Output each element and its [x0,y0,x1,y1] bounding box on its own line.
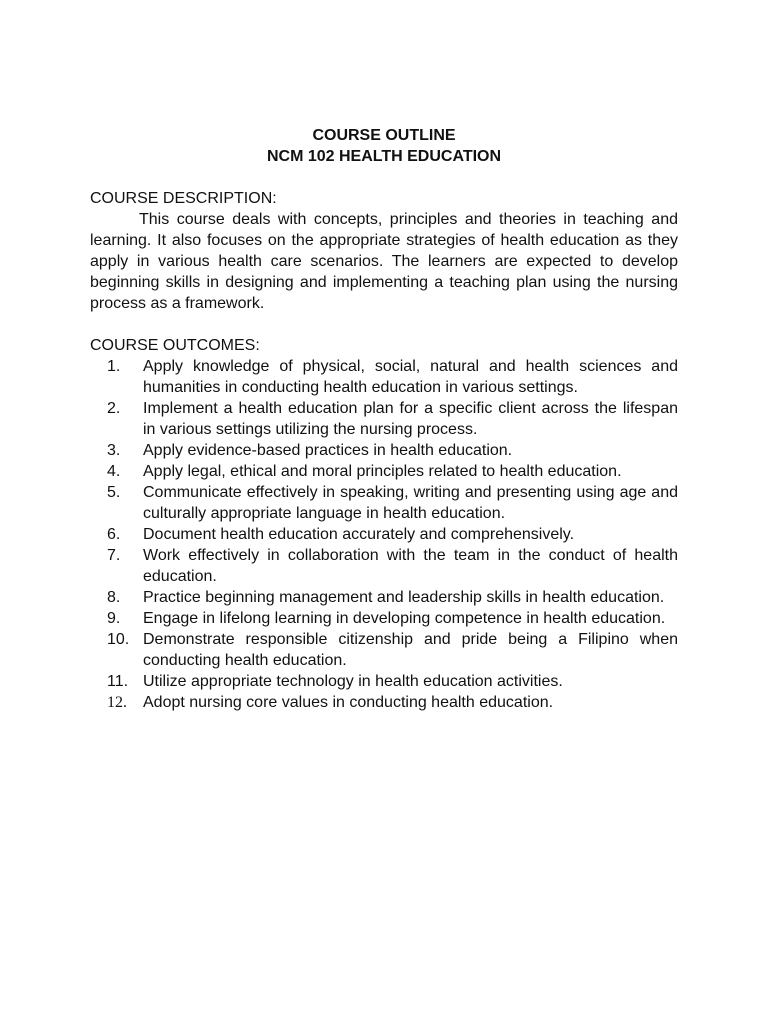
outcomes-list [90,356,678,713]
outcome-item [90,629,678,671]
outcome-text: Apply evidence-based practices in health education. [143,442,513,459]
outcome-number: 6. [107,526,121,543]
outcome-item [90,587,678,608]
outcome-item [90,356,678,398]
outcome-number: 4. [107,463,121,480]
outcome-text: Apply legal, ethical and moral principles related to health education. [143,463,622,480]
outcome-number: 1. [107,358,121,375]
outcome-number: 9. [107,610,121,627]
outcome-text: Adopt nursing core values in conducting health education. [143,694,554,711]
course-code-title: NCM 102 HEALTH EDUCATION [266,148,502,165]
outcome-text: Apply knowledge of physical, social, natural and health sciences and humanities in conducting health education in various settings. [143,358,678,396]
outcome-item [90,545,678,587]
outcome-number: 3. [107,442,121,459]
outcome-number: 7. [107,547,121,564]
outcome-number: 11. [107,673,129,690]
outcome-item [90,398,678,440]
outcome-text: Implement a health education plan for a specific client across the lifespan in various settings utilizing the nursing process. [143,400,678,438]
outcome-item [90,608,678,629]
outcome-item [90,671,678,692]
outcome-item [90,692,678,713]
description-heading: COURSE DESCRIPTION: [90,190,277,207]
outcomes-heading: COURSE OUTCOMES: [90,337,260,354]
outcome-item [90,461,678,482]
outcome-text: Work effectively in collaboration with the team in the conduct of health education. [143,547,678,585]
document-page [90,125,678,713]
outcome-text: Practice beginning management and leadership skills in health education. [143,589,665,606]
outcome-text: Demonstrate responsible citizenship and pride being a Filipino when conducting health education. [143,631,678,669]
document-title: COURSE OUTLINE [312,127,456,144]
outcome-item [90,524,678,545]
outcome-text: Engage in lifelong learning in developing competence in health education. [143,610,666,627]
outcome-number: 5. [107,484,121,501]
outcome-text: Document health education accurately and comprehensively. [143,526,575,543]
outcome-text: Communicate effectively in speaking, writing and presenting using age and culturally appropriate language in health education. [143,484,678,522]
outcome-item [90,482,678,524]
description-paragraph: This course deals with concepts, principles and theories in teaching and learning. It also focuses on the appropriate strategies of health education as they apply in various health care scenarios. The learners are expected to develop beginning skills in designing and implementing a teaching plan using the nursing process as a framework. [90,211,678,312]
outcome-number: 8. [107,589,121,606]
outcome-item [90,440,678,461]
outcome-number: 2. [107,400,121,417]
outcome-number: 12. [107,694,127,711]
outcome-text: Utilize appropriate technology in health education activities. [143,673,563,690]
outcome-number: 10. [107,631,130,648]
